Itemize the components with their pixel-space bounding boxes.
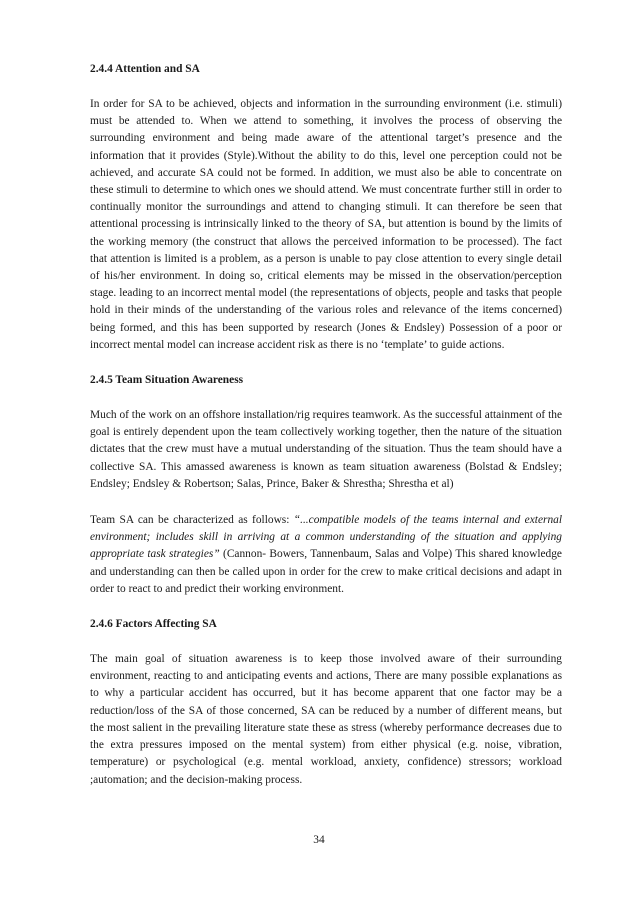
team-sa-quote: “...compatible models of the teams internal and external environment; includes skill in arriving at a common understanding of the situation and applying appropriate task strategies”	[90, 514, 562, 561]
paragraph-factors-affecting-sa: The main goal of situation awareness is to keep those involved aware of their surrounding environment, reacting to and anticipating events and actions, There are many possible explanations as to why a particular accident has occurred, but it has become apparent that one factor may be a reduction/loss of the SA of those concerned, SA can be reduced by a number of different means, but the most salient in the prevailing literature state these as stress (whereby performance decreases due to the extra pressures imposed on the mental system) from either physical (e.g. noise, vibration, temperature) or psychological (e.g. mental workload, anxiety, confidence) stressors; workload ;automation; and the decision-making process.	[90, 653, 562, 786]
section-heading-attention-and-sa: 2.4.4 Attention and SA	[90, 63, 200, 75]
team-sa-rest-text: (Cannon- Bowers, Tannenbaum, Salas and Volpe) This shared knowledge and understanding can then be called upon in order for the crew to make critical decisions and adapt in order to react to and predict their working environment.	[90, 548, 562, 595]
team-sa-intro-text: Team SA can be characterized as follows:	[90, 514, 294, 527]
page-number: 34	[313, 834, 325, 846]
section-heading-team-situation-awareness: 2.4.5 Team Situation Awareness	[90, 374, 244, 387]
paragraph-attention-and-sa: In order for SA to be achieved, objects and information in the surrounding environment (i.e. stimuli) must be attended to. When we attend to something, it involves the process of observing the surrounding environment and being made aware of the attentional target’s presence and the information that it provides (Style).Without the ability to do this, level one perception could not be achieved, and accurate SA could not be formed. In addition, we must also be able to concentrate on these stimuli to determine to which ones we should attend. We must concentrate further still in order to continually monitor the surroundings and attend to changing stimuli. It can therefore be seen that attentional processing is intrinsically linked to the theory of SA, but attention is bound by the limits of the working memory (the construct that allows the perceived information to be processed). The fact that attention is limited is a problem, as a person is unable to pay close attention to every single detail of his/her environment. In doing so, critical elements may be missed in the observation/perception stage. leading to an incorrect mental model (the representations of objects, people and tasks that people hold in their minds of the understanding of the various roles and relevance of the items concerned) being formed, and this has been supported by research (Jones & Endsley) Possession of a poor or incorrect mental model can increase accident risk as there is no ‘template’ to guide actions.	[90, 98, 562, 351]
section-heading-factors-affecting-sa: 2.4.6 Factors Affecting SA	[90, 618, 217, 631]
page-content	[90, 62, 562, 789]
paragraph-team-sa-teamwork: Much of the work on an offshore installation/rig requires teamwork. As the successful attainment of the goal is entirely dependent upon the team collectively working together, then the nature of the situation dictates that the crew must have a mutual understanding of the situation. Thus the team should have a collective SA. This amassed awareness is known as team situation awareness (Bolstad & Endsley; Endsley; Endsley & Robertson; Salas, Prince, Baker & Shrestha; Shrestha et al)	[90, 409, 562, 490]
paragraph-team-sa-definition	[90, 512, 562, 598]
